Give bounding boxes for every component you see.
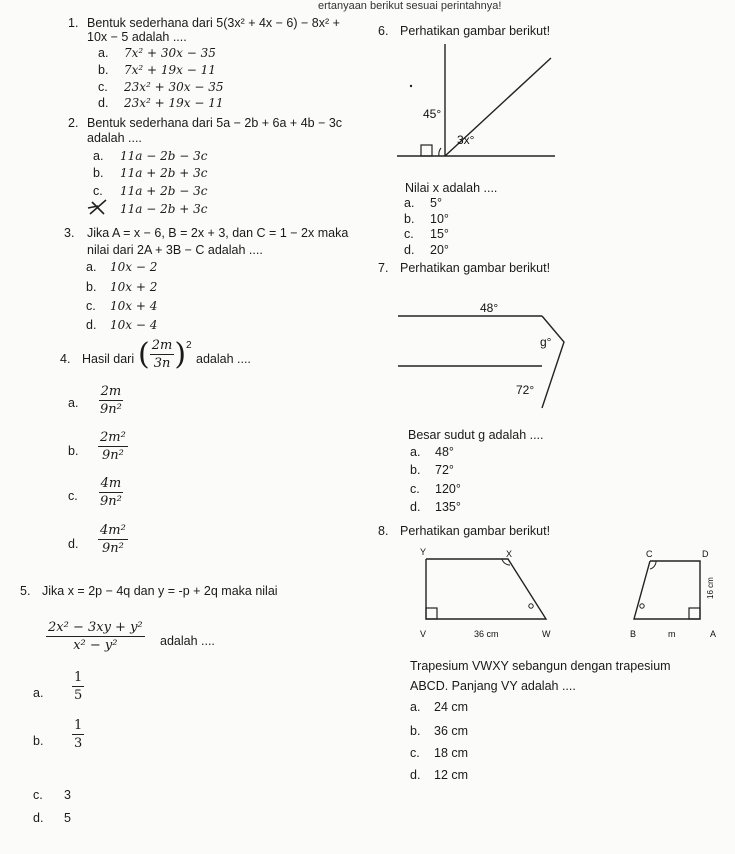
q1-option-key: d. [98, 96, 109, 110]
vertex-label: A [710, 629, 717, 639]
q5-expr-numerator: 2x² − 3xy + y² [48, 620, 143, 635]
q5-option-key: c. [33, 788, 43, 802]
q1-option-text[interactable]: 7x² + 30x − 35 [124, 46, 216, 60]
page-header: ertanyaan berikut sesuai perintahnya! [318, 0, 502, 12]
q5-option-text[interactable]: 5 [64, 811, 71, 825]
q6-number: 6. [378, 24, 389, 38]
q3-option-text[interactable]: 10x + 2 [110, 280, 158, 294]
q6-angle-label: 3x° [457, 133, 475, 147]
q1-option-text[interactable]: 23x² + 19x − 11 [124, 96, 224, 110]
q5-suffix: adalah .... [160, 634, 215, 648]
fraction-denominator: 5 [74, 688, 83, 703]
q4-option-key: d. [68, 537, 79, 551]
q3-option-text[interactable]: 10x − 4 [110, 318, 158, 332]
q1-text-line2: 10x − 5 adalah .... [87, 30, 187, 44]
fraction-denominator: 9n² [101, 448, 124, 463]
q7-option-text[interactable]: 72° [435, 463, 454, 477]
q6-option-key: c. [404, 227, 414, 241]
q1-option-key: c. [98, 80, 108, 94]
q4-exponent: 2 [186, 340, 192, 351]
q1-number: 1. [68, 16, 79, 30]
q7-option-text[interactable]: 120° [435, 482, 461, 496]
fraction-denominator: 9n² [101, 541, 124, 556]
q5-number: 5. [20, 584, 31, 598]
q2-option-text[interactable]: 11a + 2b + 3c [120, 166, 208, 180]
q8-number: 8. [378, 524, 389, 538]
q1-option-key: b. [98, 63, 109, 77]
q2-option-text[interactable]: 11a + 2b − 3c [120, 184, 208, 198]
q5-option-fraction[interactable] [72, 718, 84, 751]
q7-option-text[interactable]: 48° [435, 445, 454, 459]
vertex-label: B [630, 629, 637, 639]
q5-option-key: a. [33, 686, 44, 700]
fraction-denominator: 9n² [100, 402, 122, 417]
q2-number: 2. [68, 116, 79, 130]
q5-expr-denominator: x² − y² [73, 638, 118, 653]
fraction-numerator: 4m² [100, 523, 126, 538]
q3-number: 3. [64, 226, 75, 240]
q2-text-line1: Bentuk sederhana dari 5a − 2b + 6a + 4b − 3c [87, 116, 343, 130]
q1-text-line1: Bentuk sederhana dari 5(3x² + 4x − 6) − 8x² + [87, 16, 340, 30]
q4-option-key: b. [68, 444, 79, 458]
fraction-numerator: 1 [74, 718, 83, 733]
q8-option-key: b. [410, 724, 421, 738]
q7-option-key: c. [410, 482, 420, 496]
q8-text-line1: Trapesium VWXY sebangun dengan trapesium [410, 659, 671, 673]
q2-option-key: b. [93, 166, 104, 180]
q4-option-fraction[interactable] [98, 523, 128, 556]
q1-option-key: a. [98, 46, 109, 60]
vertex-label: Y [420, 547, 427, 557]
q6-angle-figure [395, 40, 565, 165]
q4-expression: ( $\frac{2m}{3n}$ ) $^2$ [138, 336, 192, 372]
q3-option-key: a. [86, 260, 97, 274]
q8-option-text[interactable]: 36 cm [434, 724, 469, 738]
vertex-label: W [542, 629, 551, 639]
vertex-label: C [646, 549, 653, 559]
fraction-numerator: 1 [74, 670, 83, 685]
side-label: m [668, 629, 676, 639]
q7-prompt: Perhatikan gambar berikut! [400, 261, 551, 275]
answer-mark-icon [86, 198, 116, 218]
vertex-label: D [702, 549, 709, 559]
q8-option-key: a. [410, 700, 421, 714]
q6-option-text[interactable]: 15° [430, 227, 449, 241]
q2-option-key: a. [93, 149, 104, 163]
q4-expr-numerator: 2m [151, 338, 173, 353]
q6-prompt: Perhatikan gambar berikut! [400, 24, 551, 38]
q4-prefix: Hasil dari [82, 352, 135, 366]
q2-text-line2: adalah .... [87, 131, 142, 145]
q5-option-key: b. [33, 734, 44, 748]
q3-option-key: b. [86, 280, 97, 294]
q8-option-key: d. [410, 768, 421, 782]
fraction-numerator: 4m [100, 476, 122, 491]
q8-option-key: c. [410, 746, 420, 760]
q8-prompt: Perhatikan gambar berikut! [400, 524, 551, 538]
q5-option-key: d. [33, 811, 44, 825]
q6-option-text[interactable]: 10° [430, 212, 449, 226]
q8-trapezium-vwxy [396, 545, 576, 645]
q6-option-text[interactable]: 5° [430, 196, 442, 210]
q3-option-key: c. [86, 299, 96, 313]
q8-option-text[interactable]: 18 cm [434, 746, 469, 760]
q2-option-text[interactable]: 11a − 2b + 3c [120, 202, 208, 216]
q3-text-line2: nilai dari 2A + 3B − C adalah .... [87, 243, 263, 257]
q7-question: Besar sudut g adalah .... [408, 428, 544, 442]
q6-option-key: d. [404, 243, 415, 257]
fraction-numerator: 2m² [100, 430, 126, 445]
vertex-label: X [506, 549, 513, 559]
q3-option-text[interactable]: 10x + 4 [110, 299, 158, 313]
q7-angle-label: 48° [480, 301, 499, 315]
q4-number: 4. [60, 352, 71, 366]
vertex-label: V [420, 629, 427, 639]
side-label: 36 cm [474, 629, 499, 639]
q8-option-text[interactable]: 12 cm [434, 768, 469, 782]
fraction-denominator: 9n² [100, 494, 122, 509]
q4-option-fraction[interactable] [98, 384, 124, 417]
q5-text-line1: Jika x = 2p − 4q dan y = -p + 2q maka nilai [42, 584, 278, 598]
q8-option-text[interactable]: 24 cm [434, 700, 469, 714]
q5-option-text[interactable]: 3 [64, 788, 71, 802]
q4-option-key: c. [68, 489, 78, 503]
q7-option-key: a. [410, 445, 421, 459]
q5-expression [46, 620, 145, 653]
q3-text-line1: Jika A = x − 6, B = 2x + 3, dan C = 1 − 2x maka [87, 226, 349, 240]
q1-option-text[interactable]: 7x² + 19x − 11 [124, 63, 216, 77]
q7-number: 7. [378, 261, 389, 275]
q6-angle-label: 45° [423, 107, 442, 121]
q6-option-key: a. [404, 196, 415, 210]
q8-text-line2: ABCD. Panjang VY adalah .... [410, 679, 576, 693]
q3-option-text[interactable]: 10x − 2 [110, 260, 158, 274]
q5-option-fraction[interactable] [72, 670, 84, 703]
q7-angle-label: g° [540, 335, 552, 349]
q2-option-key: c. [93, 184, 103, 198]
fraction-denominator: 3 [74, 736, 83, 751]
q2-option-text[interactable]: 11a − 2b − 3c [120, 149, 208, 163]
q7-option-key: b. [410, 463, 421, 477]
q4-option-key: a. [68, 396, 79, 410]
side-label: 16 cm [706, 577, 715, 599]
q7-option-key: d. [410, 500, 421, 514]
q6-option-key: b. [404, 212, 415, 226]
q6-question: Nilai x adalah .... [405, 181, 498, 195]
q7-angle-label: 72° [516, 383, 535, 397]
q3-option-key: d. [86, 318, 97, 332]
q4-option-fraction[interactable] [98, 476, 124, 509]
q4-suffix: adalah .... [196, 352, 251, 366]
q8-trapezium-abcd [620, 545, 720, 645]
q1-option-text[interactable]: 23x² + 30x − 35 [124, 80, 224, 94]
q4-expr-denominator: 3n [153, 356, 171, 371]
q7-option-text[interactable]: 135° [435, 500, 461, 514]
fraction-numerator: 2m [100, 384, 122, 399]
q7-angle-figure [396, 278, 576, 413]
q4-option-fraction[interactable] [98, 430, 128, 463]
q6-option-text[interactable]: 20° [430, 243, 449, 257]
